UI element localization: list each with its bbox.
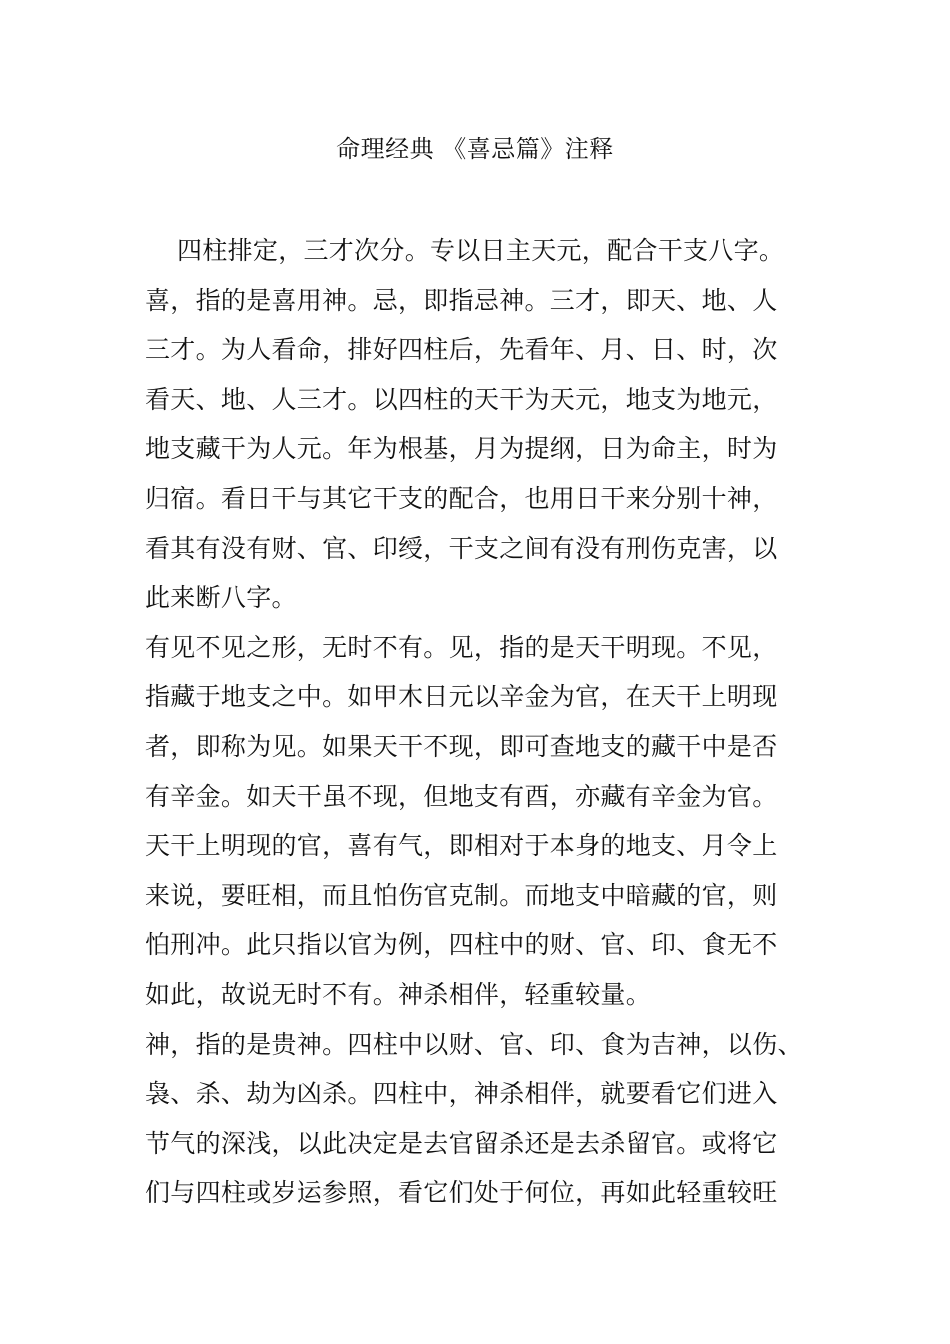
text-line: 地支藏干为人元。年为根基，月为提纲，日为命主，时为 xyxy=(145,434,778,464)
text-line: 四柱排定，三才次分。专以日主天元，配合干支八字。 xyxy=(177,236,785,265)
text-line: 三才。为人看命，排好四柱后，先看年、月、日、时，次 xyxy=(145,335,778,365)
text-line: 此来断八字。 xyxy=(145,583,297,613)
document-title: 命理经典 《喜忌篇》注释 xyxy=(336,135,614,163)
text-line: 如此，故说无时不有。神杀相伴，轻重较量。 xyxy=(145,979,652,1009)
text-line: 指藏于地支之中。如甲木日元以辛金为官，在天干上明现 xyxy=(145,682,778,712)
text-line: 者，即称为见。如果天干不现，即可查地支的藏干中是否 xyxy=(145,731,778,761)
text-line: 来说，要旺相，而且怕伤官克制。而地支中暗藏的官，则 xyxy=(145,880,778,910)
text-line: 有见不见之形，无时不有。见，指的是天干明现。不见， xyxy=(145,632,778,662)
text-line: 天干上明现的官，喜有气，即相对于本身的地支、月令上 xyxy=(145,831,778,861)
text-line: 喜，指的是喜用神。忌，即指忌神。三才，即天、地、人 xyxy=(145,285,778,315)
text-line: 节气的深浅，以此决定是去官留杀还是去杀留官。或将它 xyxy=(145,1128,778,1158)
text-line: 怕刑冲。此只指以官为例，四柱中的财、官、印、食无不 xyxy=(145,930,778,960)
document-body xyxy=(145,226,803,1218)
text-line: 看天、地、人三才。以四柱的天干为天元，地支为地元， xyxy=(145,384,778,414)
text-line: 神，指的是贵神。四柱中以财、官、印、食为吉神，以伤、 xyxy=(145,1029,803,1059)
text-line: 看其有没有财、官、印绶，干支之间有没有刑伤克害，以 xyxy=(145,533,778,563)
text-line: 归宿。看日干与其它干支的配合，也用日干来分别十神， xyxy=(145,483,778,513)
text-line: 们与四柱或岁运参照，看它们处于何位，再如此轻重较旺 xyxy=(145,1178,778,1208)
text-line: 有辛金。如天干虽不现，但地支有酉，亦藏有辛金为官。 xyxy=(145,781,778,811)
text-line: 袅、杀、劫为凶杀。四柱中，神杀相伴，就要看它们进入 xyxy=(145,1079,778,1109)
